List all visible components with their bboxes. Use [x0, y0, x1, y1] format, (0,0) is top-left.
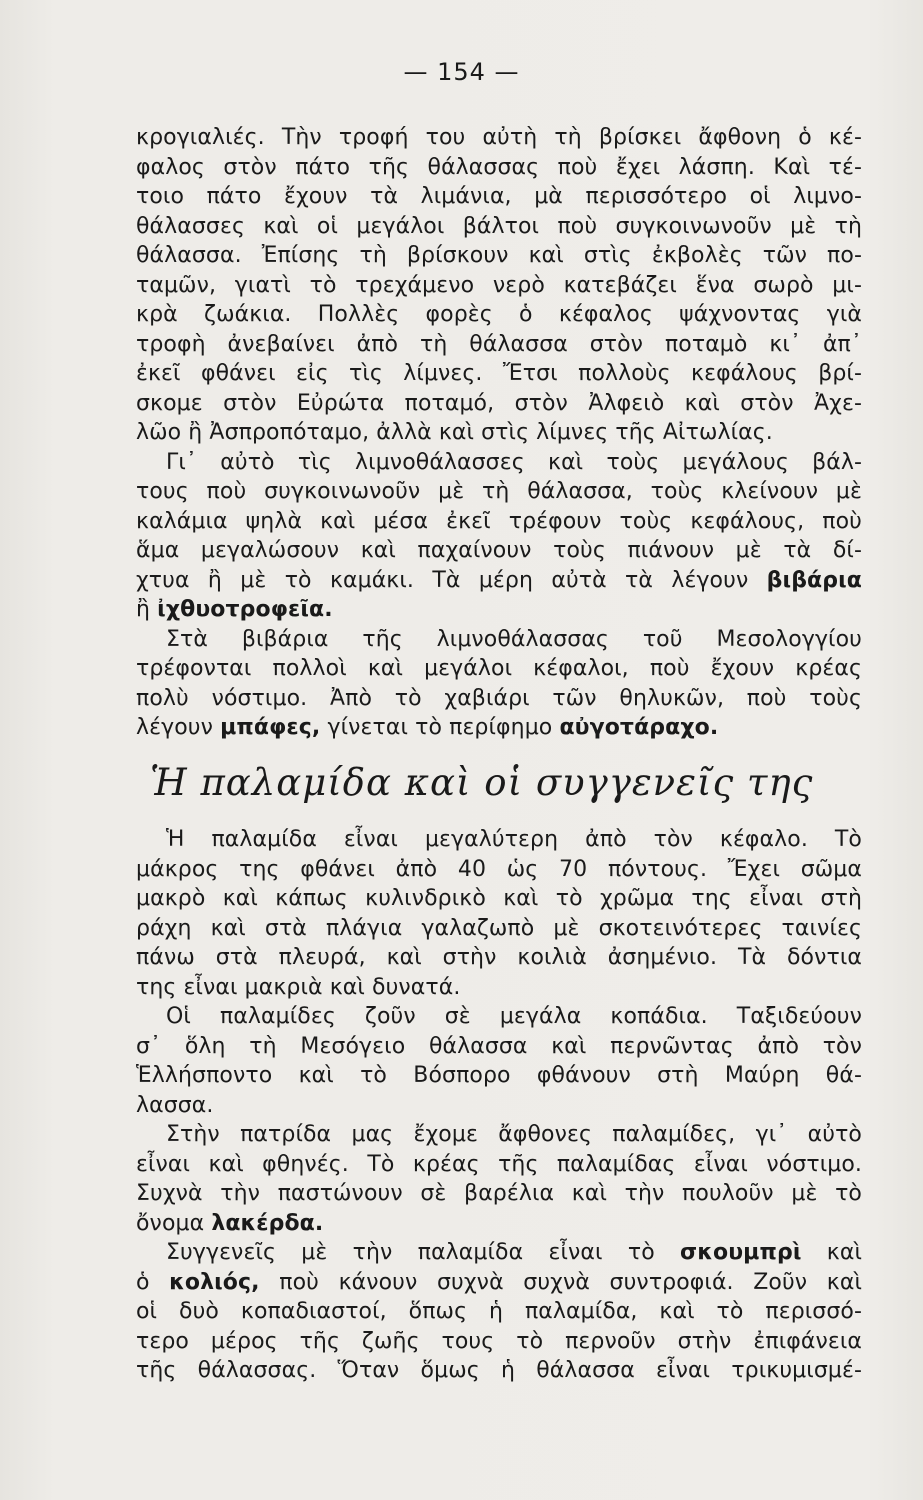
- text-segment: κρὰ ζωάκια. Πολλὲς φορὲς ὁ κέφαλος ψάχνοντας γιὰ: [136, 302, 862, 327]
- text-line: [136, 973, 862, 1003]
- bold-term: μπάφες,: [220, 715, 321, 740]
- text-line: [136, 330, 862, 360]
- text-segment: Οἱ παλαμίδες ζοῦν σὲ μεγάλα κοπάδια. Ταξιδεύουν: [166, 1004, 862, 1029]
- section-heading: Ἡ παλαμίδα καὶ οἱ συγγενεῖς της: [150, 761, 814, 804]
- text-line: [136, 300, 862, 330]
- text-segment: Συχνὰ τὴν παστώνουν σὲ βαρέλια καὶ τὴν πουλοῦν μὲ τὸ: [136, 1181, 862, 1206]
- text-segment: λέγουν: [136, 715, 221, 740]
- text-line: [136, 855, 862, 885]
- text-segment: τους ποὺ συγκοινωνοῦν μὲ τὴ θάλασσα, τοὺς κλείνουν μὲ: [136, 479, 862, 504]
- text-line: [136, 1150, 862, 1180]
- text-segment: ἐκεῖ φθάνει εἰς τὶς λίμνες. Ἔτσι πολλοὺς κεφάλους βρί-: [136, 361, 862, 386]
- text-segment: τροφὴ ἀνεβαίνει ἀπὸ τὴ θάλασσα στὸν ποταμὸ κι᾽ ἀπ᾽: [136, 331, 862, 357]
- text-segment: σ᾽ ὅλη τὴ Μεσόγειο θάλασσα καὶ περνῶντας ἀπὸ τὸν: [136, 1033, 862, 1059]
- text-segment: ποὺ κάνουν συχνὰ συχνὰ συντροφιά. Ζοῦν καὶ: [259, 1269, 863, 1295]
- text-segment: Στὰ βιβάρια τῆς λιμνοθάλασσας τοῦ Μεσολογγίου: [166, 626, 862, 652]
- text-line: [136, 271, 862, 301]
- text-line: [136, 1179, 862, 1209]
- text-line: [136, 914, 862, 944]
- text-line: [136, 1327, 862, 1357]
- text-line: [136, 1002, 862, 1032]
- bold-term: ἰχθυοτροφεῖα.: [157, 597, 333, 622]
- text-line: [136, 182, 862, 212]
- text-line: [136, 943, 862, 973]
- text-segment: ὁ: [136, 1269, 170, 1295]
- text-line: [136, 123, 862, 153]
- text-segment: ὄνομα: [136, 1210, 212, 1236]
- text-segment: θάλασσα. Ἐπίσης τὴ βρίσκουν καὶ στὶς ἐκβολὲς τῶν πο-: [136, 243, 862, 268]
- text-line: [136, 359, 862, 389]
- page-number: — 154 —: [403, 58, 520, 86]
- text-segment: καὶ: [801, 1240, 862, 1265]
- text-segment: ἅμα μεγαλώσουν καὶ παχαίνουν τοὺς πιάνουν μὲ τὰ δί-: [136, 538, 862, 563]
- text-line: [136, 1120, 862, 1150]
- text-line: [136, 1032, 862, 1062]
- text-segment: τερο μέρος τῆς ζωῆς τους τὸ περνοῦν στὴν ἐπιφάνεια: [136, 1328, 862, 1354]
- text-segment: μάκρος της φθάνει ἀπὸ 40 ὡς 70 πόντους. Ἔχει σῶμα: [136, 856, 862, 882]
- text-line: [136, 153, 862, 183]
- text-segment: Στὴν πατρίδα μας ἔχομε ἄφθονες παλαμίδες, γι᾽ αὐτὸ: [166, 1122, 862, 1147]
- text-line: [136, 448, 862, 478]
- bold-term: αὐγοτάραχο.: [559, 715, 719, 740]
- text-line: [136, 625, 862, 655]
- paragraph-block-kefalos: [136, 123, 862, 743]
- text-segment: ταμῶν, γιατὶ τὸ τρεχάμενο νερὸ κατεβάζει ἕνα σωρὸ μι-: [136, 272, 862, 298]
- text-line: [136, 1209, 862, 1239]
- text-segment: λασσα.: [136, 1092, 214, 1118]
- text-segment: γίνεται τὸ περίφημο: [320, 715, 560, 740]
- text-segment: χτυα ἢ μὲ τὸ καμάκι. Τὰ μέρη αὐτὰ τὰ λέγουν: [136, 567, 767, 593]
- text-segment: καλάμια ψηλὰ καὶ μέσα ἐκεῖ τρέφουν τοὺς κεφάλους, ποὺ: [136, 508, 862, 534]
- text-line: [136, 684, 862, 714]
- text-line: [136, 884, 862, 914]
- text-segment: Συγγενεῖς μὲ τὴν παλαμίδα εἶναι τὸ: [166, 1240, 681, 1265]
- text-line: [136, 507, 862, 537]
- text-segment: φαλος στὸν πάτο τῆς θάλασσας ποὺ ἔχει λάσπη. Καὶ τέ-: [136, 154, 862, 180]
- text-line: [136, 1238, 862, 1268]
- text-segment: Ἡ παλαμίδα εἶναι μεγαλύτερη ἀπὸ τὸν κέφαλο. Τὸ: [166, 827, 862, 852]
- text-segment: λῶο ἢ Ἀσπροπόταμο, ἀλλὰ καὶ στὶς λίμνες τῆς Αἰτωλίας.: [136, 420, 773, 445]
- text-segment: πολὺ νόστιμο. Ἀπὸ τὸ χαβιάρι τῶν θηλυκῶν, ποὺ τοὺς: [136, 685, 862, 711]
- text-line: [136, 1297, 862, 1327]
- text-line: [136, 713, 862, 743]
- text-line: [136, 1356, 862, 1386]
- text-segment: τρέφονται πολλοὶ καὶ μεγάλοι κέφαλοι, ποὺ ἔχουν κρέας: [136, 656, 862, 681]
- text-segment: θάλασσες καὶ οἱ μεγάλοι βάλτοι ποὺ συγκοινωνοῦν μὲ τὴ: [136, 213, 862, 239]
- text-line: [136, 1268, 862, 1298]
- text-segment: οἱ δυὸ κοπαδιαστοί, ὅπως ἡ παλαμίδα, καὶ τὸ περισσό-: [136, 1299, 862, 1324]
- text-line: [136, 212, 862, 242]
- text-segment: ράχη καὶ στὰ πλάγια γαλαζωπὸ μὲ σκοτεινότερες ταινίες: [136, 915, 862, 941]
- text-segment: Γι᾽ αὐτὸ τὶς λιμνοθάλασσες καὶ τοὺς μεγάλους βάλ-: [166, 449, 862, 475]
- text-line: [136, 418, 862, 448]
- text-line: [136, 536, 862, 566]
- text-line: [136, 595, 862, 625]
- bold-term: βιβάρια: [766, 567, 862, 593]
- text-line: [136, 1061, 862, 1091]
- text-segment: της εἶναι μακριὰ καὶ δυνατά.: [136, 974, 461, 1000]
- text-segment: σκομε στὸν Εὐρώτα ποταμό, στὸν Ἀλφειὸ καὶ στὸν Ἀχε-: [136, 390, 862, 416]
- text-line: [136, 654, 862, 684]
- bold-term: λακέρδα.: [211, 1210, 324, 1236]
- text-line: [136, 389, 862, 419]
- text-line: [136, 566, 862, 596]
- text-segment: εἶναι καὶ φθηνές. Τὸ κρέας τῆς παλαμίδας εἶναι νόστιμο.: [136, 1151, 862, 1177]
- text-segment: τῆς θάλασσας. Ὅταν ὅμως ἡ θάλασσα εἶναι τρικυμισμέ-: [136, 1358, 862, 1383]
- text-segment: Ἑλλήσποντο καὶ τὸ Βόσπορο φθάνουν στὴ Μαύρη θά-: [136, 1063, 862, 1088]
- text-line: [136, 477, 862, 507]
- text-line: [136, 825, 862, 855]
- text-segment: μακρὸ καὶ κάπως κυλινδρικὸ καὶ τὸ χρῶμα της εἶναι στὴ: [136, 886, 862, 911]
- bold-term: κολιός,: [169, 1269, 260, 1295]
- text-segment: κρογιαλιές. Τὴν τροφή του αὐτὴ τὴ βρίσκει ἄφθονη ὁ κέ-: [136, 125, 862, 150]
- bold-term: σκουμπρὶ: [680, 1240, 802, 1265]
- text-line: [136, 241, 862, 271]
- text-segment: πάνω στὰ πλευρά, καὶ στὴν κοιλιὰ ἀσημένιο. Τὰ δόντια: [136, 945, 862, 970]
- text-segment: ἢ: [136, 597, 158, 622]
- text-line: [136, 1091, 862, 1121]
- paragraph-block-palamida: [136, 825, 862, 1386]
- text-segment: τοιο πάτο ἔχουν τὰ λιμάνια, μὰ περισσότερο οἱ λιμνο-: [136, 184, 862, 209]
